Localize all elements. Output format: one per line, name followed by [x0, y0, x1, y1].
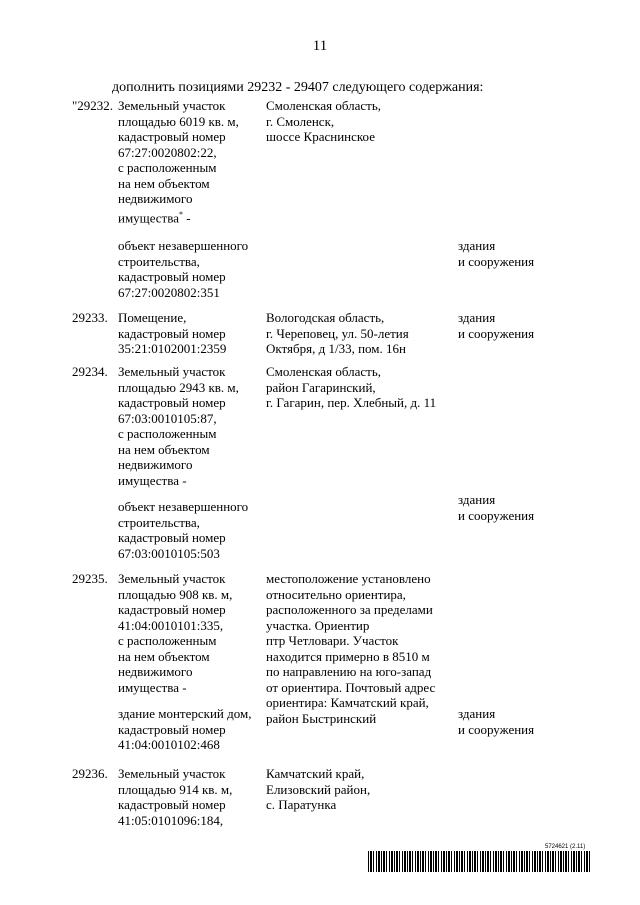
entry-description: Земельный участок площадью 908 кв. м, кадастровый номер 41:04:0010101:335, с расположенным на нем объектом недвижимого имущества - [118, 571, 233, 695]
entry-description: Земельный участок площадью 914 кв. м, кадастровый номер 41:05:0101096:184, [118, 766, 233, 828]
barcode [368, 851, 590, 872]
entry-address: местоположение установлено относительно ориентира, расположенного за пределами участка. Ориентир птр Четловари. Участок находится примерно в 8510 м по направлению на юго-запад от ориентира. Почтовый адрес ориентира: Камчатский край, район Быстринский [266, 571, 436, 726]
entry-number: 29235. [72, 571, 108, 586]
entry-address: Смоленская область, район Гагаринский, г. Гагарин, пер. Хлебный, д. 11 [266, 364, 437, 410]
entry-number: 29236. [72, 766, 108, 781]
footnote-marker: * [178, 209, 183, 219]
entry-sub-description: здание монтерский дом, кадастровый номер 41:04:0010102:468 [118, 706, 252, 752]
entry-number: "29232. [72, 98, 114, 113]
entry-address: Смоленская область, г. Смоленск, шоссе Краснинское [266, 98, 382, 144]
entry-usage: здания и сооружения [458, 238, 535, 269]
entry-usage: здания и сооружения [458, 310, 535, 341]
page-number: 11 [312, 38, 328, 54]
entry-description-tail: - [182, 209, 191, 225]
entry-number: 29234. [72, 364, 108, 379]
entry-description: Помещение, кадастровый номер 35:21:0102001:2359 [118, 310, 227, 356]
entry-description [118, 98, 266, 225]
entry-usage: здания и сооружения [458, 492, 535, 523]
entry-description-text: Земельный участок площадью 6019 кв. м, кадастровый номер 67:27:0020802:22, с расположенным на нем объектом недвижимого имущества [118, 98, 239, 225]
intro-text: дополнить позициями 29232 - 29407 следующего содержания: [112, 80, 484, 95]
entry-address: Вологодская область, г. Череповец, ул. 50-летия Октября, д 1/33, пом. 16н [266, 310, 409, 356]
entry-description: Земельный участок площадью 2943 кв. м, кадастровый номер 67:03:0010105:87, с расположенным на нем объектом недвижимого имущества - [118, 364, 239, 488]
document-stamp: 5724621 (2.11) [545, 844, 586, 850]
entry-sub-description: объект незавершенного строительства, кадастровый номер 67:27:0020802:351 [118, 238, 249, 300]
entry-address: Камчатский край, Елизовский район, с. Паратунка [266, 766, 371, 812]
entry-sub-description: объект незавершенного строительства, кадастровый номер 67:03:0010105:503 [118, 499, 249, 561]
entry-usage: здания и сооружения [458, 706, 535, 737]
entry-number: 29233. [72, 310, 108, 325]
